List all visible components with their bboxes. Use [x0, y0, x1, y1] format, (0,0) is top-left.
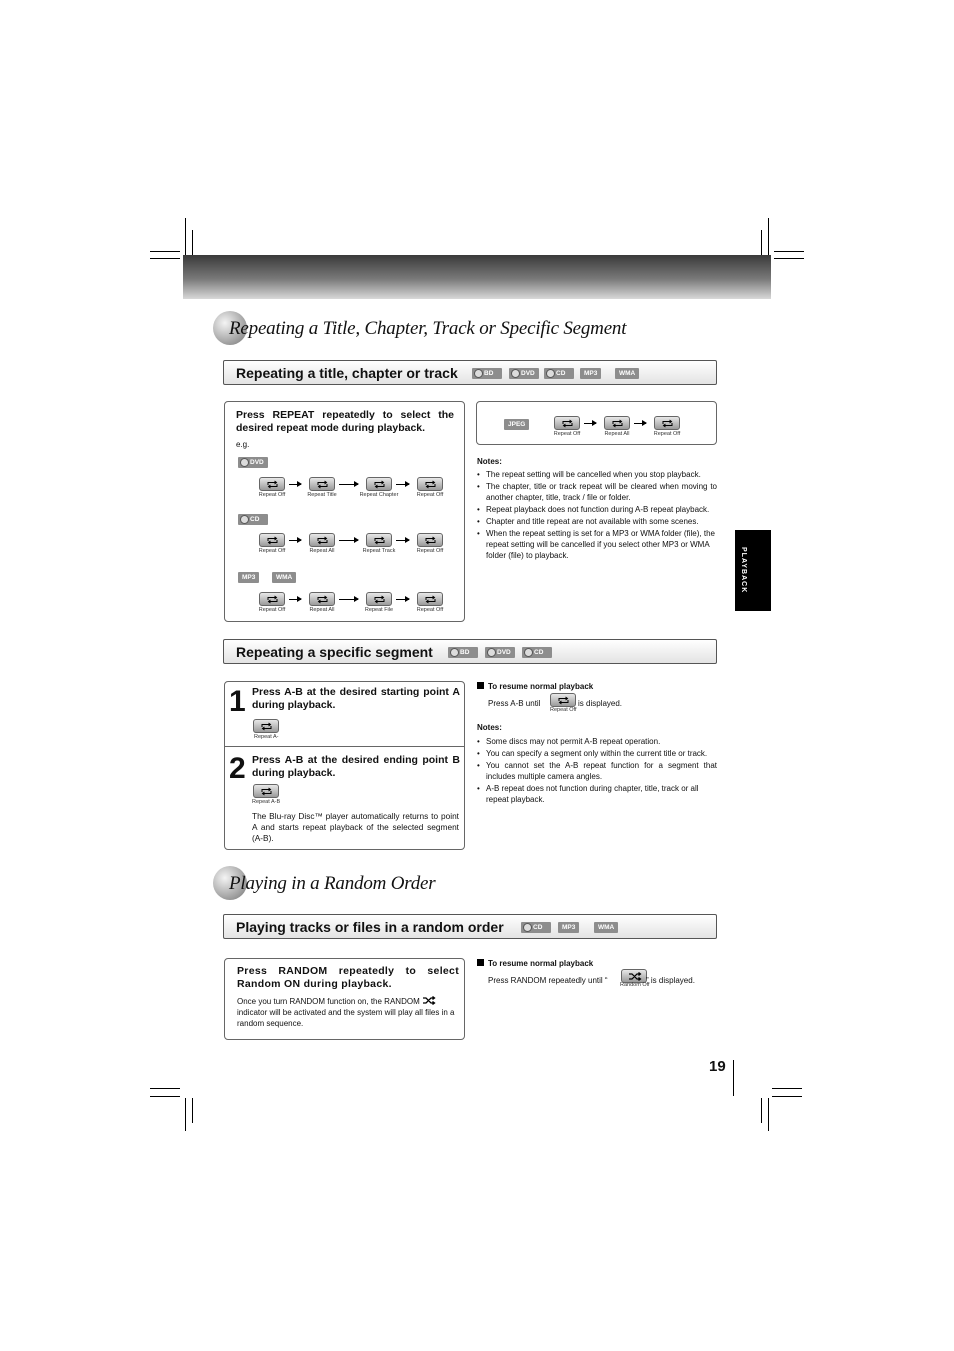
repeat-icon [424, 480, 437, 489]
repeat-mode-button [309, 477, 335, 491]
repeat-mode-caption: Repeat Off [653, 431, 681, 437]
page-number-rule [733, 1060, 734, 1096]
main-title: Repeating a Title, Chapter, Track or Specific Segment [229, 318, 627, 339]
repeat-mode-button [259, 533, 285, 547]
step-number: 1 [229, 685, 246, 718]
arrow-right-icon [339, 540, 358, 541]
repeat-icon [424, 536, 437, 545]
repeat-icon [373, 595, 386, 604]
resume-post: is displayed. [578, 699, 623, 708]
repeat-mode-caption: Repeat Off [416, 548, 444, 554]
repeat-mode-caption: Repeat Off [258, 492, 286, 498]
repeat-mode-button [259, 592, 285, 606]
resume-pre: Press A-B until [488, 699, 541, 708]
playback-side-tab: PLAYBACK [735, 530, 771, 611]
header-band [183, 255, 771, 299]
section-bar-segment [223, 639, 717, 664]
notes-label: Notes: [477, 457, 502, 466]
notes-section1 [477, 469, 717, 562]
repeat-mode-button [417, 477, 443, 491]
repeat-icon [557, 696, 570, 705]
repeat-icon [373, 480, 386, 489]
note-item: • Repeat playback does not function during A-B repeat playback. [477, 504, 717, 515]
repeat-icon [373, 536, 386, 545]
random-resume-caption: Random Off [620, 982, 650, 988]
crop-mark [150, 251, 180, 252]
repeat-icon [561, 419, 574, 428]
section-title: Repeating a title, chapter or track [236, 365, 458, 381]
repeat-off-button [550, 693, 576, 707]
crop-mark [774, 258, 804, 259]
dvd-badge: DVD [485, 647, 515, 658]
repeat-icon [316, 536, 329, 545]
ab-steps-box [224, 681, 465, 850]
disc-icon [240, 458, 249, 467]
repeat-mode-caption: Repeat All [309, 548, 335, 554]
repeat-icon [260, 722, 273, 731]
repeat-mode-caption: Repeat Off [258, 607, 286, 613]
repeat-icon [260, 787, 273, 796]
repeat-mode-button [309, 592, 335, 606]
repeat-mode-caption: Repeat Off [416, 492, 444, 498]
note-item: • You can specify a segment only within the current title or track. [477, 748, 717, 759]
repeat-icon [661, 419, 674, 428]
bullet-square-icon [477, 682, 484, 689]
resume-heading: To resume normal playback [477, 958, 593, 969]
step2-body: The Blu-ray Disc™ player automatically returns to point A and starts repeat playback of the selected segment (A-B). [252, 811, 459, 843]
note-item: • A-B repeat does not function during chapter, title, track or all repeat playback. [477, 783, 717, 805]
wma-badge: WMA [594, 922, 618, 933]
repeat-mode-button [309, 533, 335, 547]
arrow-right-icon [339, 599, 358, 600]
disc-icon [511, 369, 520, 378]
cd-badge: CD [238, 514, 268, 525]
repeat-mode-caption: Repeat All [604, 431, 630, 437]
resume-caption: Repeat Off [550, 707, 577, 713]
arrow-right-icon [634, 423, 646, 424]
step1-caption: Repeat A- [254, 734, 279, 740]
repeat-mode-button [366, 533, 392, 547]
note-item: • Some discs may not permit A-B repeat operation. [477, 736, 717, 747]
arrow-right-icon [396, 540, 409, 541]
note-item: • The repeat setting will be cancelled when you stop playback. [477, 469, 717, 480]
step-divider [225, 746, 464, 747]
repeat-mode-button [554, 416, 580, 430]
repeat-icon [611, 419, 624, 428]
crop-mark [761, 230, 762, 255]
crop-mark [150, 1096, 180, 1097]
cd-badge: CD [521, 922, 551, 933]
dvd-badge: DVD [509, 368, 539, 379]
resume-heading: To resume normal playback [477, 681, 593, 692]
repeat-icon [266, 536, 279, 545]
dvd-badge: DVD [238, 457, 268, 468]
note-item: • The chapter, title or track repeat will be cleared when moving to another chapter, title, track / file or folder. [477, 481, 717, 503]
crop-mark [772, 1088, 802, 1089]
random-instruction: Press RANDOM repeatedly to select Random ON during playback. [237, 965, 459, 990]
crop-mark [185, 1098, 186, 1131]
repeat-mode-button [417, 592, 443, 606]
section-title: Repeating a specific segment [236, 644, 433, 660]
crop-mark [150, 258, 180, 259]
wma-badge: WMA [615, 368, 639, 379]
mp3-badge: MP3 [558, 922, 579, 933]
repeat-icon [266, 595, 279, 604]
disc-icon [450, 648, 459, 657]
repeat-a-button [253, 719, 279, 733]
repeat-mode-button [417, 533, 443, 547]
crop-mark [192, 1098, 193, 1123]
repeat-mode-button [366, 592, 392, 606]
page-number: 19 [709, 1058, 726, 1075]
crop-mark [150, 1088, 180, 1089]
repeat-mode-caption: Repeat All [309, 607, 335, 613]
random-instruction-box [224, 958, 465, 1040]
eg-label: e.g. [236, 440, 250, 449]
random-resume-pre: Press RANDOM repeatedly until “ [488, 976, 608, 985]
repeat-mode-caption: Repeat Track [362, 548, 396, 554]
repeat-mode-button [366, 477, 392, 491]
random-resume-post: ” is displayed. [646, 976, 695, 985]
disc-icon [523, 923, 532, 932]
cd-badge: CD [544, 368, 574, 379]
crop-mark [185, 218, 186, 255]
wma-badge: WMA [272, 572, 296, 583]
random-off-button [621, 969, 647, 983]
bd-badge: BD [448, 647, 478, 658]
repeat-mode-caption: Repeat File [364, 607, 394, 613]
notes-label: Notes: [477, 723, 502, 732]
repeat-icon [316, 595, 329, 604]
note-item: • When the repeat setting is set for a MP3 or WMA folder (file), the repeat setting will be cancelled if you select other MP3 or WMA folder (file) to playback. [477, 528, 717, 561]
instruction-text: Press REPEAT repeatedly to select the desired repeat mode during playback. [236, 409, 454, 434]
section-bar-repeat-title [223, 360, 717, 385]
jpeg-box [476, 401, 717, 445]
repeat-mode-button [259, 477, 285, 491]
section-bar-random [223, 914, 717, 939]
note-item: • You cannot set the A-B repeat function for a segment that includes multiple camera angles. [477, 760, 717, 782]
disc-icon [240, 515, 249, 524]
random-title: Playing in a Random Order [229, 873, 436, 894]
arrow-right-icon [584, 423, 596, 424]
arrow-right-icon [289, 484, 301, 485]
step1-text: Press A-B at the desired starting point A during playback. [252, 686, 460, 711]
repeat-mode-caption: Repeat Off [553, 431, 581, 437]
shuffle-icon [628, 972, 642, 981]
disc-icon [487, 648, 496, 657]
bd-badge: BD [472, 368, 502, 379]
crop-mark [768, 1098, 769, 1131]
jpeg-badge: JPEG [504, 419, 529, 430]
repeat-mode-button [654, 416, 680, 430]
notes-section2 [477, 736, 717, 806]
repeat-icon [266, 480, 279, 489]
repeat-mode-caption: Repeat Off [416, 607, 444, 613]
crop-mark [192, 230, 193, 255]
repeat-mode-caption: Repeat Title [307, 492, 337, 498]
arrow-right-icon [289, 540, 301, 541]
shuffle-icon [422, 996, 436, 1005]
disc-icon [546, 369, 555, 378]
repeat-icon [424, 595, 437, 604]
disc-icon [524, 648, 533, 657]
section-title: Playing tracks or files in a random order [236, 919, 504, 935]
arrow-right-icon [339, 484, 358, 485]
arrow-right-icon [396, 599, 409, 600]
crop-mark [761, 1098, 762, 1123]
arrow-right-icon [289, 599, 301, 600]
repeat-icon [316, 480, 329, 489]
crop-mark [772, 1096, 802, 1097]
step2-text: Press A-B at the desired ending point B during playback. [252, 754, 460, 779]
step2-caption: Repeat A-B [252, 799, 281, 805]
repeat-ab-button [253, 784, 279, 798]
random-body: Once you turn RANDOM function on, the RANDOM indicator will be activated and the system will play all files in a random sequence. [237, 997, 455, 1028]
step-number: 2 [229, 752, 246, 785]
arrow-right-icon [396, 484, 409, 485]
cd-badge: CD [522, 647, 552, 658]
mp3-badge: MP3 [238, 572, 259, 583]
crop-mark [768, 218, 769, 255]
repeat-mode-caption: Repeat Chapter [359, 492, 399, 498]
repeat-mode-caption: Repeat Off [258, 548, 286, 554]
bullet-square-icon [477, 959, 484, 966]
repeat-mode-button [604, 416, 630, 430]
repeat-instruction-box [224, 401, 465, 622]
crop-mark [774, 251, 804, 252]
note-item: • Chapter and title repeat are not available with some scenes. [477, 516, 717, 527]
disc-icon [474, 369, 483, 378]
mp3-badge: MP3 [580, 368, 601, 379]
